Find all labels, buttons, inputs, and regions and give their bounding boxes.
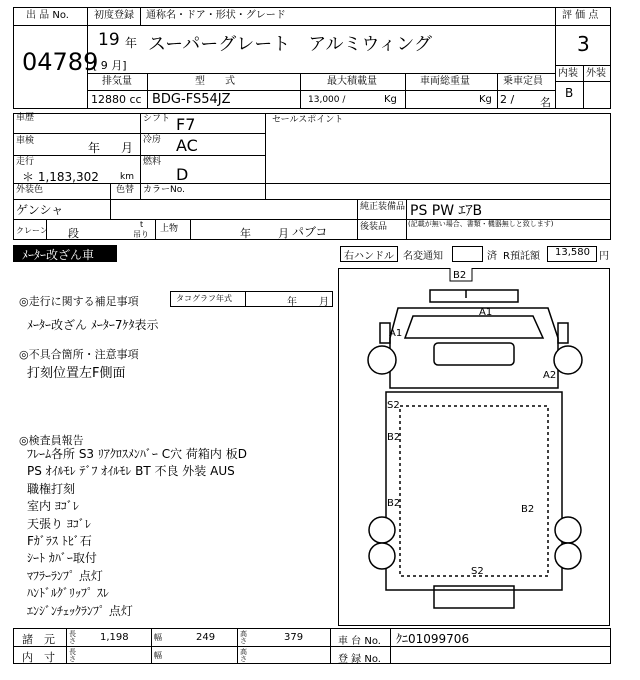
crane-ton: t [140, 220, 144, 229]
inspector-label: ◎検査員報告 [19, 434, 84, 447]
recycle-amount: 13,580 [555, 247, 590, 258]
inspector-note-line: 室内 ﾖｺﾞﾚ [27, 499, 79, 514]
interior-grade: B [565, 86, 574, 100]
hoist-year: 年 [240, 227, 251, 240]
damage-mark: B2 [387, 498, 401, 509]
aftermarket-label: 後装品 [360, 222, 388, 232]
displacement-label: 排気量 [102, 76, 132, 87]
recycle-unit: 円 [599, 251, 609, 262]
shift-value: F7 [176, 115, 196, 134]
inspector-note-line: ﾊﾝﾄﾞﾙｸﾞﾘｯﾌﾟ ｽﾚ [27, 586, 109, 601]
car-name: スーパーグレート アルミウィング [148, 34, 433, 55]
hoist-value: パブコ [292, 225, 328, 239]
crane-lift: 吊り [133, 230, 149, 239]
tacho-label: タコグラフ年式 [176, 294, 232, 303]
damage-mark: A1 [389, 328, 403, 339]
inner-width-label: 幅 [154, 651, 162, 660]
model-label: 通称名・ドア・形状・グレード [146, 10, 286, 21]
recycle-r: R預託額 [503, 251, 540, 262]
equip-value: PS PW ｴｱB [410, 203, 483, 219]
ac-value: AC [176, 136, 198, 155]
crane-stage: 段 [68, 227, 79, 240]
dims-label: 諸 元 [22, 633, 55, 646]
load-label: 最大積載量 [327, 76, 377, 87]
inspector-note-line: PS ｵｲﾙﾓﾚ ﾃﾞﾌ ｵｲﾙﾓﾚ BT 不良 外装 AUS [27, 464, 235, 479]
first-reg-label: 初度登録 [94, 10, 134, 21]
capacity-label: 乗車定員 [503, 76, 543, 87]
defect-label: ◎不具合箇所・注意事項 [19, 348, 139, 361]
lot-no-label: 出 品 No. [26, 10, 69, 21]
fuel-value: D [176, 165, 189, 184]
exterior-label: 外装 [586, 68, 606, 79]
ext-color-label: 外装色 [16, 185, 44, 195]
tacho-year: 年 [287, 297, 297, 308]
name-change-box [452, 246, 483, 262]
meter-tamper-text: ﾒｰﾀｰ改ざん車 [22, 248, 95, 262]
inner-height-label: 高さ [240, 648, 247, 663]
capacity-value: 2 / [500, 93, 515, 106]
load-unit: Kg [384, 94, 397, 105]
lot-number: 04789 [22, 48, 99, 76]
mileage-label: 走行 [16, 157, 35, 167]
interior-label: 内装 [558, 68, 578, 79]
fuel-label: 燃料 [143, 157, 162, 167]
inspector-note-line: ｼｰﾄ ｶﾊﾞｰ取付 [27, 551, 97, 566]
sales-point-label: セールスポイント [272, 115, 344, 125]
inspector-note-line: ｴﾝｼﾞﾝﾁｪｯｸﾗﾝﾌﾟ 点灯 [27, 603, 133, 618]
run-notes-label: ◎走行に関する補足事項 [19, 295, 139, 308]
rhd-text: 右ハンドル [344, 251, 394, 262]
damage-mark: B2 [387, 432, 401, 443]
height-label: 高さ [240, 630, 247, 645]
type-value: BDG-FS54JZ [152, 92, 231, 107]
ac-label: 冷房 [143, 135, 162, 145]
color-no-label: カラーNo. [143, 185, 185, 195]
run-notes-text: ﾒｰﾀｰ改ざん ﾒｰﾀｰ7ｹﾀ表示 [27, 318, 159, 332]
damage-mark: S2 [471, 566, 484, 577]
inner-dims-label: 内 寸 [22, 651, 55, 664]
inspector-note-line: 職権打刻 [27, 481, 76, 496]
hoist-month: 月 [278, 227, 289, 240]
gross-label: 車両総重量 [420, 76, 470, 87]
damage-mark: B2 [453, 270, 467, 281]
width-label: 幅 [154, 633, 162, 642]
damage-mark: B2 [521, 504, 535, 515]
name-change-label: 名変通知 [403, 251, 443, 262]
aftermarket-note: (記載が無い場合、書類・機器無しと致します) [408, 220, 554, 228]
displacement-value: 12880 cc [91, 93, 142, 106]
inspector-note-line: ﾏﾌﾗｰﾗﾝﾌﾟ 点灯 [27, 568, 103, 583]
damage-mark: A1 [479, 307, 493, 318]
inspector-note-line: Fｶﾞﾗｽ ﾄﾋﾞ石 [27, 534, 92, 549]
chassis-value: ｸﾆ01099706 [396, 632, 470, 646]
mileage-value: ＊ 1,183,302 [22, 170, 99, 184]
inspector-note-line: 天張り ﾖｺﾞﾚ [27, 516, 91, 531]
inspection-label: 車検 [16, 136, 35, 146]
capacity-unit: 名 [540, 96, 551, 109]
inspector-note-line: ﾌﾚｰﾑ各所 S3 ﾘｱｸﾛｽﾒﾝﾊﾞｰ C穴 荷箱内 板D [27, 447, 247, 461]
inspection-month: 月 [121, 141, 134, 155]
chassis-label: 車 台 No. [338, 636, 381, 647]
history-label: 車歴 [16, 113, 35, 123]
crane-label: クレーン [16, 226, 48, 235]
length-label: 長さ [69, 630, 76, 645]
damage-diagram [338, 268, 610, 626]
hoist-label: 上物 [160, 224, 179, 234]
defect-text: 打刻位置左F側面 [27, 366, 126, 381]
mileage-unit: km [120, 172, 134, 182]
recycle-label: 済 [487, 251, 497, 262]
length-value: 1,198 [100, 632, 129, 643]
inspector-notes [27, 446, 337, 620]
inner-length-label: 長さ [69, 648, 76, 663]
truck-outline [380, 290, 568, 608]
type-label: 型 式 [195, 76, 235, 87]
score-value: 3 [577, 32, 590, 56]
damage-mark: A2 [543, 370, 557, 381]
reg-month: [ 9 月] [93, 59, 127, 72]
shift-label: シフト [143, 114, 171, 124]
inspection-year: 年 [88, 141, 101, 155]
equip-label: 純正装備品 [360, 202, 406, 212]
damage-mark: S2 [387, 400, 400, 411]
reg-year-unit: 年 [125, 36, 138, 50]
height-value: 379 [284, 632, 304, 643]
gross-unit: Kg [479, 94, 492, 105]
width-value: 249 [196, 632, 216, 643]
color-change-label: 色替 [116, 185, 135, 195]
load-value: 13,000 / [308, 95, 346, 105]
score-label: 評 価 点 [562, 10, 599, 21]
reg-no-label: 登 録 No. [338, 654, 381, 665]
tacho-month: 月 [319, 297, 329, 308]
reg-year: 19 [98, 30, 120, 50]
ext-color-value: ゲンシャ [16, 203, 64, 217]
